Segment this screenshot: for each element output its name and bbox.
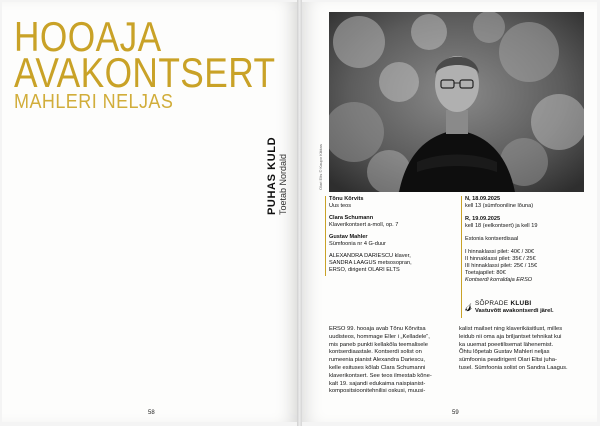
performer-line: SANDRA LAAGUS metsosopran,	[329, 260, 412, 266]
body-text-column-1	[329, 326, 455, 396]
price-line: Toetajapilet: 80€	[465, 270, 506, 276]
club-name-bold: KLUBI	[510, 300, 532, 307]
gold-rule-info	[461, 196, 462, 318]
vertical-subtitle: Toetab Nordald	[278, 153, 288, 215]
organizer-note: Kontserdi korraldaja ERSO	[465, 277, 533, 283]
body-line: uudisteos, hommage Eller i „Kelladele“,	[329, 333, 430, 340]
title-line-1: HOOAJA	[14, 13, 162, 60]
body-line: leidub nii oma aja briljantset tehnikat kui	[459, 333, 562, 340]
vertical-title: PUHAS KULD	[266, 136, 278, 215]
conductor-photo	[329, 12, 584, 192]
work: Sümfoonia nr 4 G-duur	[329, 241, 386, 247]
price-list	[465, 249, 590, 284]
composer: Gustav Mahler	[329, 234, 368, 240]
price-line: III hinnaklassi pilet: 25€ / 15€	[465, 263, 538, 269]
body-line: rumeenia pianist Alexandra Dariescu,	[329, 357, 426, 364]
body-line: kalist mailset ning klaverikäsitlust, milles	[459, 326, 563, 332]
body-line: ka uuemat poeetilisemat lähenemist.	[459, 341, 554, 348]
venue	[465, 236, 590, 243]
club-tagline: Vastuvõtt avakontserdi järel.	[475, 308, 554, 314]
title-line-2: AVAKONTSERT	[14, 49, 276, 96]
gold-rule-program	[325, 196, 326, 276]
work: Uus teos	[329, 203, 352, 209]
performer-line: ALEXANDRA DARIESCU klaver,	[329, 253, 411, 259]
photo-credit: Olari Elts © Kaupo Kikkas	[318, 144, 323, 190]
composer: Clara Schumann	[329, 215, 374, 221]
body-line: kalt 19. sajandi edukaima naispianist-	[329, 380, 426, 387]
club-name-prefix: SÕPRADE	[475, 300, 511, 307]
program-item	[329, 234, 449, 248]
program-item	[329, 215, 449, 229]
date-block	[465, 216, 590, 230]
price-line: II hinnaklassi pilet: 35€ / 25€	[465, 256, 536, 262]
page-number-left: 58	[148, 410, 155, 416]
club-name	[475, 300, 531, 307]
composer: Tõnu Kõrvits	[329, 196, 364, 202]
work: Klaverikontsert a-moll, op. 7	[329, 222, 399, 228]
subtitle: MAHLERI NELJAS	[14, 91, 174, 113]
venue-name: Estonia kontserdisaal	[465, 236, 519, 242]
performer-line: ERSO, dirigent OLARI ELTS	[329, 267, 400, 273]
body-text-column-2	[459, 326, 585, 373]
program-item	[329, 196, 449, 210]
body-line: klaverikontsert. See teos ilmestab kõne-	[329, 372, 432, 379]
body-line: kontserdiaastale. Kontserdi solist on	[329, 349, 422, 356]
event-date: R, 19.09.2025	[465, 216, 501, 222]
event-date: N, 18.09.2025	[465, 196, 501, 202]
price-line: I hinnaklassi pilet: 40€ / 30€	[465, 249, 535, 255]
body-line: sümfoonia peadirigent Olari Eltsi juha-	[459, 357, 557, 364]
program-list	[329, 196, 449, 279]
performers	[329, 253, 449, 274]
date-block	[465, 196, 590, 210]
event-time: kell 13 (sümfooniline lõuna)	[465, 203, 534, 209]
page-number-right: 59	[452, 410, 459, 416]
body-line: kelle esituses kõlab Clara Schumanni	[329, 364, 426, 371]
photo-illustration	[329, 12, 584, 192]
body-line: kompositsioonitehnilisi oskusi, muusi-	[329, 388, 426, 395]
event-info	[465, 196, 590, 290]
friends-club-logo	[465, 296, 585, 318]
body-line: tusel. Sümfoonia solist on Sandra Laagus.	[459, 364, 568, 371]
club-swirl-icon: 𝓈	[465, 295, 472, 316]
page-gutter	[297, 0, 302, 426]
body-line: mis paneb punkti kellakõla teemalisele	[329, 341, 428, 348]
event-time: kell 18 (eelkontsert) ja kell 19	[465, 223, 538, 229]
body-line: ERSO 99. hooaja avab Tõnu Kõrvitsa	[329, 326, 426, 332]
vertical-heading	[266, 137, 288, 215]
body-line: Õhtu lõpetab Gustav Mahleri neljas	[459, 349, 550, 356]
